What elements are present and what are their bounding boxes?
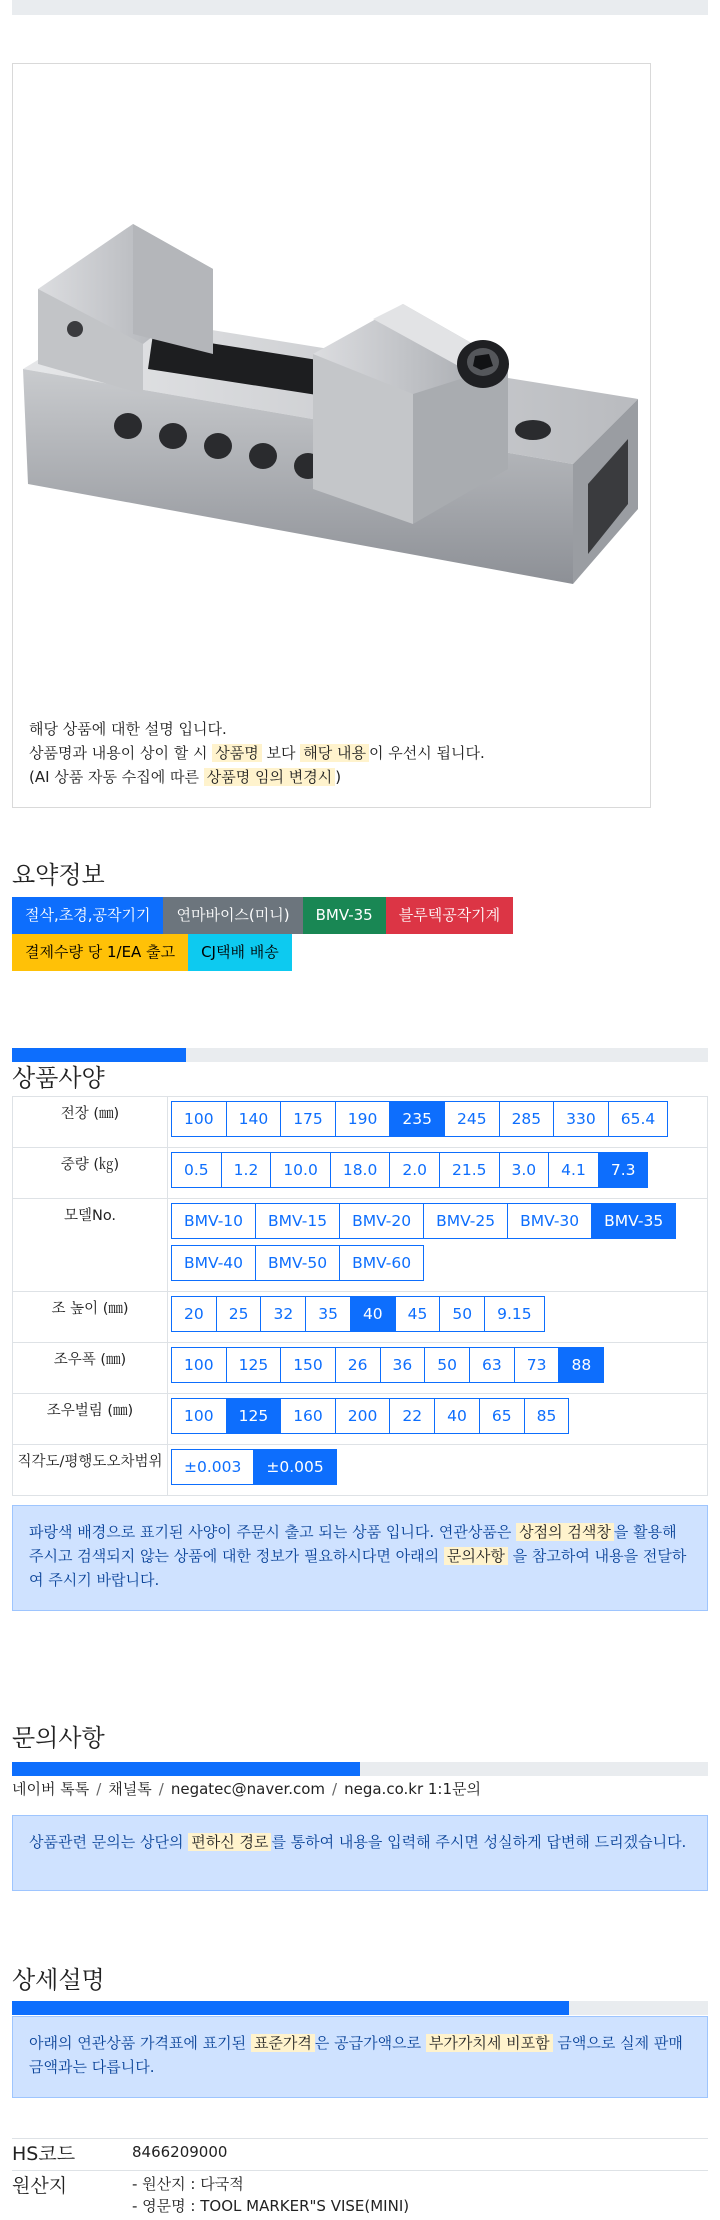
spec-option[interactable]: 1.2	[221, 1152, 272, 1188]
detail-progress-bar	[12, 2001, 708, 2015]
spec-option[interactable]: 50	[424, 1347, 470, 1383]
description-text: (AI 상품 자동 수집에 따른	[29, 768, 204, 786]
spec-option[interactable]: 9.15	[484, 1296, 545, 1332]
spec-option[interactable]: 100	[171, 1398, 227, 1434]
spec-option[interactable]: 65.4	[608, 1101, 669, 1137]
spec-option[interactable]: 190	[335, 1101, 391, 1137]
divider	[12, 2138, 708, 2139]
spec-label: 전장 (㎜)	[13, 1097, 168, 1148]
detail-notice-text: 은 공급가액으로	[314, 2034, 426, 2052]
spec-option[interactable]: 150	[280, 1347, 336, 1383]
spec-option-selected[interactable]: ±0.005	[253, 1449, 336, 1485]
spec-option[interactable]: 50	[439, 1296, 485, 1332]
spec-option[interactable]: 2.0	[389, 1152, 440, 1188]
spec-option[interactable]: 0.5	[171, 1152, 222, 1188]
spec-option[interactable]: 200	[335, 1398, 391, 1434]
precision-vise-image	[13, 64, 650, 704]
spec-row	[13, 1148, 708, 1199]
detail-title: 상세설명	[12, 1966, 105, 1994]
spec-notice-highlight: 상점의 검색창	[516, 1523, 614, 1541]
spec-row	[13, 1394, 708, 1445]
spec-progress-bar	[12, 1048, 708, 1062]
inquiry-progress-bar	[12, 1762, 708, 1776]
spec-option[interactable]: BMV-20	[339, 1203, 424, 1239]
spec-title: 상품사양	[12, 1064, 105, 1092]
inquiry-notice-text: 를 통하여 내용을 입력해 주시면 성실하게 답변해 드리겠습니다.	[271, 1833, 687, 1851]
contact-separator: /	[96, 1780, 102, 1798]
spec-option-selected[interactable]: 88	[558, 1347, 604, 1383]
spec-label: 모델No.	[13, 1199, 168, 1292]
product-description	[29, 717, 485, 789]
spec-option-selected[interactable]: 235	[389, 1101, 445, 1137]
spec-option-selected[interactable]: 7.3	[598, 1152, 649, 1188]
hs-code-label: HS코드	[12, 2143, 76, 2165]
spec-options	[168, 1292, 708, 1343]
spec-notice-text: 파랑색 배경으로 표기된 사양이 주문시 출고 되는 상품 입니다. 연관상품은	[29, 1523, 517, 1541]
spec-option[interactable]: 63	[469, 1347, 515, 1383]
top-bar	[12, 0, 708, 15]
spec-option[interactable]: 35	[305, 1296, 351, 1332]
spec-options	[168, 1394, 708, 1445]
spec-options	[168, 1097, 708, 1148]
description-line	[29, 741, 485, 765]
contact-links	[12, 1778, 481, 1799]
inquiry-notice-text: 상품관련 문의는 상단의	[29, 1833, 189, 1851]
detail-notice-text: 금액으로 실제 판매금액과는 다릅니다.	[29, 2034, 683, 2076]
spec-option[interactable]: 73	[514, 1347, 560, 1383]
spec-option[interactable]: ±0.003	[171, 1449, 254, 1485]
hs-code-value: 8466209000	[132, 2143, 228, 2161]
origin-line: - 영문명 : TOOL MARKER"S VISE(MINI)	[132, 2197, 410, 2215]
summary-badge: BMV-35	[303, 897, 386, 934]
detail-notice-text: 아래의 연관상품 가격표에 표기된	[29, 2034, 251, 2052]
summary-badge: 절삭,초경,공작기기	[12, 897, 163, 934]
spec-option[interactable]: 25	[216, 1296, 262, 1332]
spec-option[interactable]: 21.5	[439, 1152, 500, 1188]
spec-label: 직각도/평행도오차범위	[13, 1445, 168, 1496]
detail-progress-fill	[12, 2001, 569, 2015]
spec-option[interactable]: 85	[524, 1398, 570, 1434]
origin-value	[132, 2173, 409, 2217]
description-highlight: 상품명 임의 변경시	[204, 768, 335, 786]
spec-label: 조우벌림 (㎜)	[13, 1394, 168, 1445]
contact-link[interactable]: nega.co.kr 1:1문의	[344, 1780, 481, 1798]
spec-option[interactable]: 245	[444, 1101, 500, 1137]
spec-option[interactable]: 4.1	[548, 1152, 599, 1188]
spec-option[interactable]: BMV-60	[339, 1245, 424, 1281]
description-highlight: 상품명	[212, 744, 261, 762]
spec-option[interactable]: 160	[280, 1398, 336, 1434]
summary-badge: 연마바이스(미니)	[163, 897, 302, 934]
detail-notice-highlight: 표준가격	[251, 2034, 315, 2052]
spec-row	[13, 1292, 708, 1343]
spec-option[interactable]: 285	[499, 1101, 555, 1137]
spec-option-selected[interactable]: 125	[226, 1398, 282, 1434]
spec-option[interactable]: 100	[171, 1347, 227, 1383]
description-highlight: 해당 내용	[300, 744, 369, 762]
spec-row	[13, 1097, 708, 1148]
contact-separator: /	[332, 1780, 338, 1798]
spec-options	[168, 1148, 708, 1199]
spec-notice-text: 을 활용해 주시고 검색되지 않는 상품에 대한 정보가 필요하시다면 아래의	[29, 1523, 677, 1565]
spec-notice-text: 을 참고하여 내용을 전달하여 주시기 바랍니다.	[29, 1547, 687, 1589]
spec-option[interactable]: 125	[226, 1347, 282, 1383]
origin-label: 원산지	[12, 2175, 68, 2197]
detail-notice-highlight: 부가가치세 비포함	[426, 2034, 553, 2052]
divider	[12, 2170, 708, 2171]
spec-option[interactable]: BMV-25	[423, 1203, 508, 1239]
spec-option[interactable]: BMV-30	[507, 1203, 592, 1239]
contact-link[interactable]: negatec@naver.com	[170, 1780, 326, 1798]
inquiry-notice	[12, 1815, 708, 1891]
spec-label: 조우폭 (㎜)	[13, 1343, 168, 1394]
origin-line: - 원산지 : 다국적	[132, 2175, 244, 2193]
spec-option[interactable]: 175	[280, 1101, 336, 1137]
description-text: 보다	[261, 744, 301, 762]
spec-options	[168, 1445, 708, 1496]
inquiry-title: 문의사항	[12, 1724, 105, 1752]
spec-notice	[12, 1505, 708, 1611]
spec-option[interactable]: 10.0	[270, 1152, 331, 1188]
spec-options	[168, 1343, 708, 1394]
spec-notice-highlight: 문의사항	[444, 1547, 508, 1565]
spec-option[interactable]: 20	[171, 1296, 217, 1332]
spec-option[interactable]: 45	[395, 1296, 441, 1332]
detail-notice	[12, 2016, 708, 2098]
spec-option[interactable]: 100	[171, 1101, 227, 1137]
spec-row	[13, 1445, 708, 1496]
description-text: )	[335, 768, 342, 786]
spec-table	[12, 1096, 708, 1496]
summary-badges	[12, 897, 708, 971]
spec-option[interactable]: 18.0	[330, 1152, 391, 1188]
spec-option[interactable]: 65	[479, 1398, 525, 1434]
summary-badge: CJ택배 배송	[188, 934, 292, 971]
spec-option[interactable]: BMV-50	[255, 1245, 340, 1281]
description-text: 이 우선시 됩니다.	[368, 744, 485, 762]
summary-badge: 블루텍공작기계	[386, 897, 513, 934]
spec-label: 중량 (㎏)	[13, 1148, 168, 1199]
description-text: 상품명과 내용이 상이 할 시	[29, 744, 213, 762]
spec-option-selected[interactable]: 40	[350, 1296, 396, 1332]
spec-option[interactable]: 32	[260, 1296, 306, 1332]
spec-option[interactable]: BMV-40	[171, 1245, 256, 1281]
spec-option[interactable]: 3.0	[499, 1152, 550, 1188]
spec-option[interactable]: 36	[380, 1347, 426, 1383]
description-line	[29, 717, 485, 741]
contact-link[interactable]: 네이버 톡톡	[12, 1780, 90, 1798]
spec-option[interactable]: BMV-10	[171, 1203, 256, 1239]
spec-option-selected[interactable]: BMV-35	[591, 1203, 676, 1239]
spec-row	[13, 1199, 708, 1292]
product-image-card	[12, 63, 651, 808]
contact-link[interactable]: 채널톡	[108, 1780, 152, 1798]
spec-options	[168, 1199, 708, 1292]
spec-row	[13, 1343, 708, 1394]
summary-badge: 결제수량 당 1/EA 출고	[12, 934, 188, 971]
contact-separator: /	[158, 1780, 164, 1798]
spec-option[interactable]: 40	[434, 1398, 480, 1434]
spec-label: 조 높이 (㎜)	[13, 1292, 168, 1343]
spec-option[interactable]: 26	[335, 1347, 381, 1383]
summary-title: 요약정보	[12, 861, 105, 889]
spec-option[interactable]: 140	[226, 1101, 282, 1137]
inquiry-notice-highlight: 편하신 경로	[188, 1833, 271, 1851]
spec-option[interactable]: BMV-15	[255, 1203, 340, 1239]
description-text: 해당 상품에 대한 설명 입니다.	[29, 720, 227, 738]
spec-option[interactable]: 330	[553, 1101, 609, 1137]
spec-option[interactable]: 22	[389, 1398, 435, 1434]
description-line	[29, 765, 485, 789]
inquiry-progress-fill	[12, 1762, 360, 1776]
